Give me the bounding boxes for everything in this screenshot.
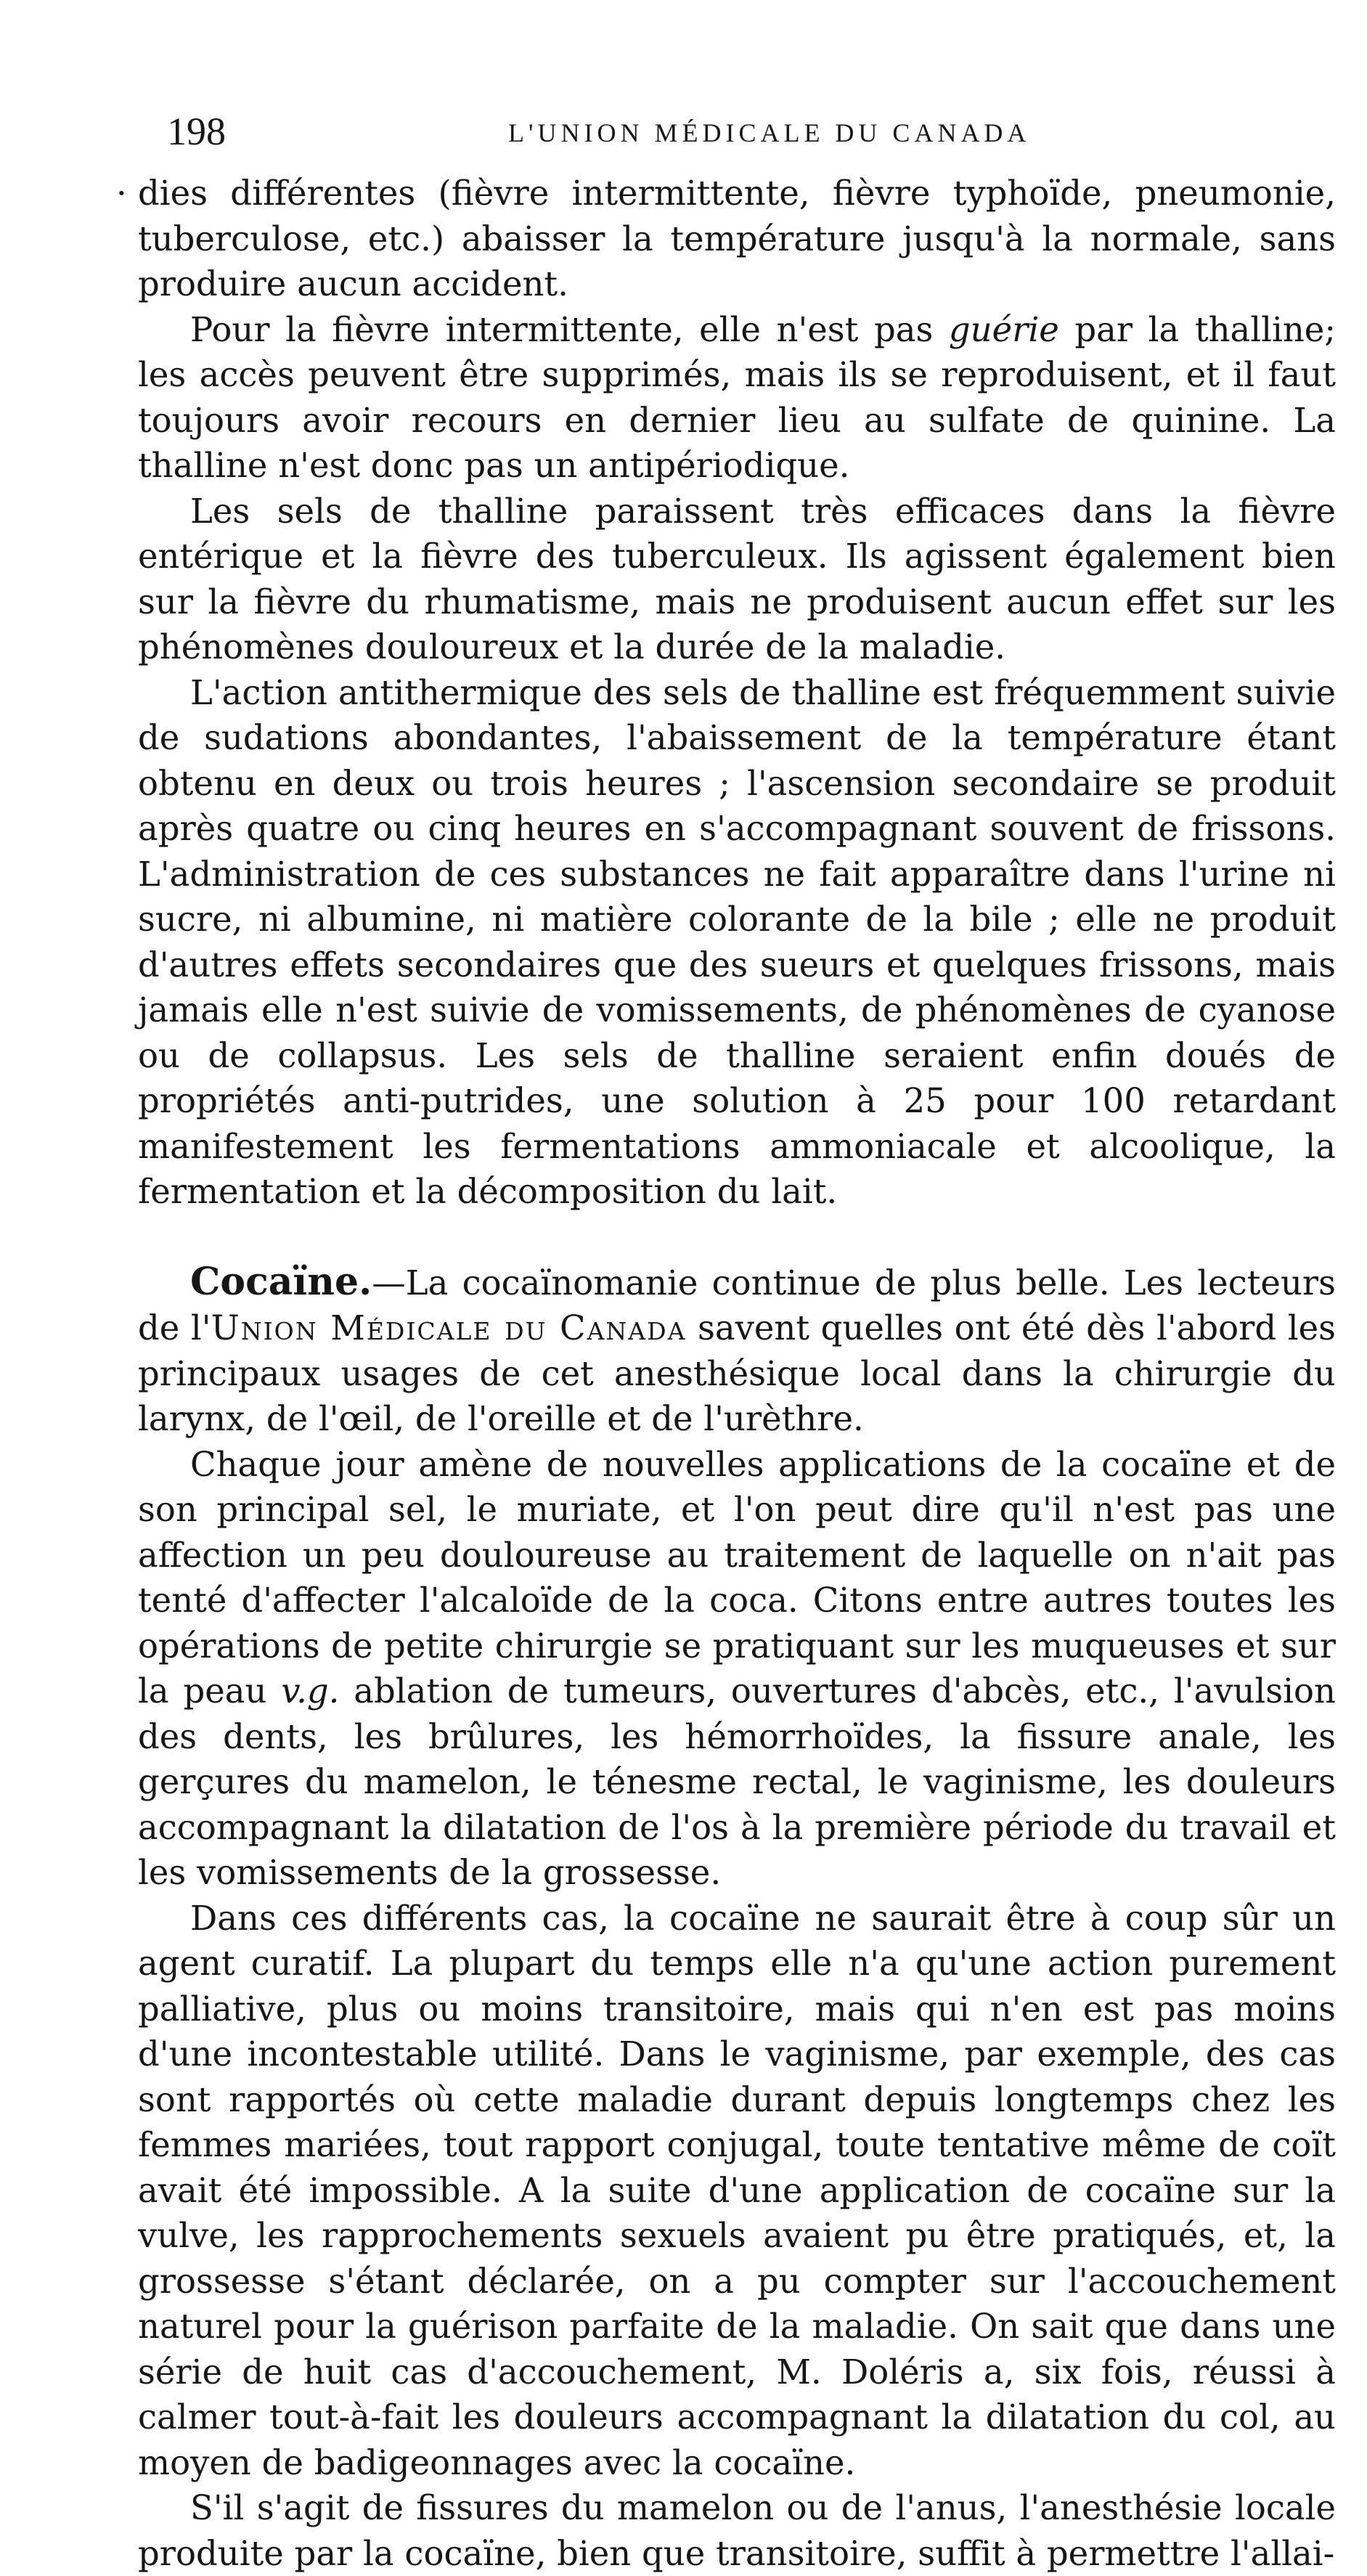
- margin-dot: ·: [116, 174, 127, 213]
- text-span: par la thalline; les accès peuvent être supprimés, mais ils se reproduisent, et il faut toujours avoir recours en dernier lieu au sulfate de quinine. La thalline n'est donc pas un antipériodique.: [138, 309, 1336, 485]
- article-body: [116, 171, 1336, 2576]
- paragraph-thalline-3: L'action antithermique des sels de thalline est fréquemment suivie de sudations abondantes, l'abaissement de la température étant obtenu en deux ou trois heures ; l'ascension secondaire se produit après quatre ou cinq heures en s'accompagnant souvent de frissons. L'administration de ces substances ne fait apparaître dans l'urine ni sucre, ni albumine, ni matière colorante de la bile ; elle ne produit d'autres effets secondaires que des sueurs et quelques frissons, mais jamais elle n'est suivie de vomissements, de phénomènes de cyanose ou de collapsus. Les sels de thalline seraient enfin doués de propriétés anti-putrides, une solution à 25 pour 100 retardant manifestement les fermentations ammoniacale et alcoolique, la fermentation et la décomposition du lait.: [138, 672, 1336, 1211]
- text-span: Chaque jour amène de nouvelles applications de la cocaïne et de son principal sel, le muriate, et l'on peut dire qu'il n'est pas une affection un peu douloureuse au traitement de laquelle on n'ait pas tenté d'affecter l'alcaloïde de la coca. Citons entre autres toutes les opérations de petite chirurgie se pratiquant sur les muqueuses et sur la peau: [138, 1444, 1336, 1711]
- paragraph-cocaine-4: S'il s'agit de fissures du mamelon ou de l'anus, l'anesthésie locale produite par la cocaïne, bien que transitoire, suffit à permettre l'allai-: [138, 2488, 1336, 2573]
- paragraph-cocaine-1: [138, 1260, 1336, 1442]
- text-span: ablation de tumeurs, ouvertures d'abcès, etc., l'avulsion des dents, les brûlures, les hémorrhoïdes, la fissure anale, les gerçures du mamelon, le ténesme rectal, le vaginisme, les douleurs accompagnant la dilatation de l'os à la première période du travail et les vomissements de la grossesse.: [138, 1671, 1336, 1892]
- page-header: [167, 109, 1329, 160]
- text-span: —La cocaïnomanie continue de plus belle. Les lecteurs de l': [138, 1263, 1336, 1348]
- paragraph-thalline-0: dies différentes (fièvre intermittente, fièvre typhoïde, pneumonie, tuberculose, etc.) abaisser la température jusqu'à la normale, sans produire aucun accident.: [138, 174, 1336, 303]
- emphasis: v.g.: [281, 1671, 340, 1711]
- text-span: savent quelles ont été dès l'abord les principaux usages de cet anesthésique local dans la chirurgie du larynx, de l'œil, de l'oreille et de l'urèthre.: [138, 1308, 1336, 1438]
- page-number: 198: [167, 110, 226, 153]
- journal-name: Union Médicale du Canada: [211, 1308, 687, 1348]
- text-span: Pour la fièvre intermittente, elle n'est pas: [190, 309, 949, 349]
- emphasis: guérie: [948, 309, 1059, 349]
- running-title: L'UNION MÉDICALE DU CANADA: [508, 118, 1031, 147]
- paragraph-cocaine-3: Dans ces différents cas, la cocaïne ne saurait être à coup sûr un agent curatif. La plupart du temps elle n'a qu'une action purement palliative, plus ou moins transitoire, mais qui n'en est pas moins d'une incontestable utilité. Dans le vaginisme, par exemple, des cas sont rapportés où cette maladie durant depuis longtemps chez les femmes mariées, tout rapport conjugal, toute tentative même de coït avait été impossible. A la suite d'une application de cocaïne sur la vulve, les rapprochements sexuels avaient pu être pratiqués, et, la grossesse s'étant déclarée, on a pu compter sur l'accouchement naturel pour la guérison parfaite de la maladie. On sait que dans une série de huit cas d'accouchement, M. Doléris a, six fois, réussi à calmer tout-à-fait les douleurs accompagnant la dilatation du col, au moyen de badigeonnages avec la cocaïne.: [138, 1898, 1336, 2482]
- paragraph-cocaine-2: [138, 1442, 1336, 1896]
- paragraph-thalline-2: Les sels de thalline paraissent très efficaces dans la fièvre entérique et la fièvre des tuberculeux. Ils agissent également bien sur la fièvre du rhumatisme, mais ne produisent aucun effet sur les phénomènes douloureux et la durée de la maladie.: [138, 491, 1336, 667]
- paragraph-thalline-1: [138, 307, 1336, 489]
- section-title-cocaine: Cocaïne.: [190, 1259, 372, 1304]
